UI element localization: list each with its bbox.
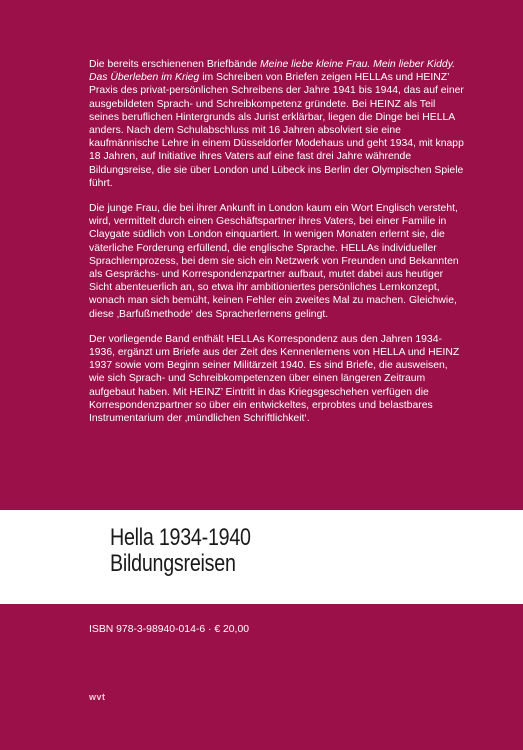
book-subtitle: Bildungsreisen — [110, 550, 236, 577]
book-title — [110, 525, 251, 577]
title-band — [0, 510, 523, 604]
blurb-p1-book-titles: Meine liebe kleine Frau. Mein lieber Kiddy. Das Überleben im Krieg — [89, 59, 456, 84]
publisher-logo: wvt — [89, 692, 106, 702]
blurb-paragraph-3: Der vorliegende Band enthält HELLAs Korrespondenz aus den Jahren 1934-1936, ergänzt um Briefe aus der Zeit des Kennenlernens von HELLA und HEINZ 1937 sowie vom Beginn seiner Militärzeit 1940. Es sind Briefe, die ausweisen, wie sich Sprach- und Schreibkompetenzen über einen längeren Zeitraum aufgebaut haben. Mit HEINZ’ Eintritt in das Kriegsgeschehen verfügen die Korrespondenzpartner so über ein entwickeltes, erprobtes und belastbares Instrumentarium der ‚mündlichen Schriftlichkeit‘. — [89, 333, 460, 425]
blurb-paragraph-1 — [89, 58, 464, 190]
book-title-line-1: Hella 1934-1940 — [110, 524, 251, 551]
blurb-paragraph-2: Die junge Frau, die bei ihrer Ankunft in London kaum ein Wort Englisch versteht, wird, vermittelt durch einen Geschäftspartner ihres Vaters, bei einer Familie in Claygate südlich von London einquartiert. In wenigen Monaten erlernt sie, die väterliche Forderung erfüllend, die englische Sprache. HELLAs individueller Sprachlernprozess, bei dem sie sich ein Netzwerk von Freunden und Bekannten als Gesprächs- und Korrespondenzpartner aufbaut, mutet dabei aus heutiger Sicht abenteuerlich an, so etwa ihr ambitioniertes persönliches Lernkonzept, wonach man sich bemüht, keinen Fehler ein zweites Mal zu machen. Gleichwie, diese ‚Barfußmethode‘ des Spracherlernens gelingt. — [89, 203, 459, 320]
isbn-price: ISBN 978-3-98940-014-6 · € 20,00 — [89, 624, 250, 635]
back-cover-blurb — [89, 58, 464, 437]
blurb-p1-start: Die bereits erschienenen Briefbände — [89, 59, 260, 70]
blurb-p1-rest: im Schreiben von Briefen zeigen HELLAs und HEINZ’ Praxis des privat-persönlichen Schreibens der Jahre 1941 bis 1944, das auf einer ausgebildeten Sprach- und Schreibkompetenz gründete. Bei HEINZ als Teil seines beruflichen Hintergrunds als Jurist erklärbar, liegen die Dinge bei HELLA anders. Nach dem Schulabschluss mit 16 Jahren absolviert sie eine kaufmännische Lehre in einem Düsseldorfer Modehaus und geht 1934, mit knapp 18 Jahren, auf Initiative ihres Vaters auf eine fast drei Jahre währende Bildungsreise, die sie über London und Lübeck ins Berlin der Olympischen Spiele führt. — [89, 72, 464, 189]
